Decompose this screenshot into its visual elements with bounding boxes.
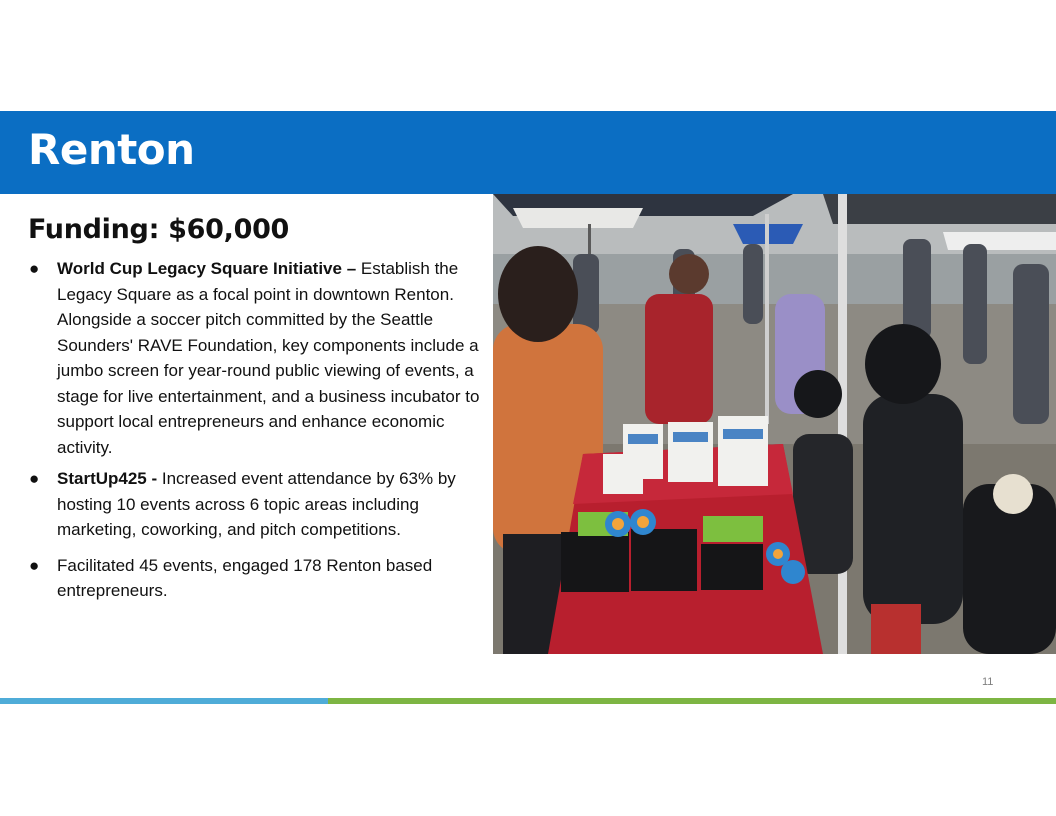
slide-body: [28, 210, 490, 610]
slide-title: Renton: [28, 125, 195, 174]
bullet-list: [28, 256, 490, 604]
event-photo: [493, 194, 1056, 654]
bullet-events: [28, 553, 490, 604]
bullet-lead: World Cup Legacy Square Initiative –: [57, 259, 357, 278]
bullet-text: Establish the Legacy Square as a focal point in downtown Renton. Alongside a soccer pitch committed by the Seattle Sounders' RAVE Foundation, key components include a jumbo screen for year-round public viewing of events, a stage for live entertainment, and a business incubator to support local entrepreneurs and enhance economic activity.: [57, 259, 480, 457]
footer-stripe-blue: [0, 698, 328, 704]
bullet-legacy-square: [28, 256, 490, 460]
bullet-text: Facilitated 45 events, engaged 178 Renton based entrepreneurs.: [57, 555, 433, 600]
funding-heading: Funding: $60,000: [28, 214, 290, 245]
footer-stripe-green: [328, 698, 1056, 704]
bullet-dot-icon: ●: [29, 555, 40, 575]
bullet-startup425: [28, 466, 490, 543]
bullet-text: Increased event attendance by 63% by hosting 10 events across 6 topic areas including marketing, coworking, and pitch competitions.: [57, 469, 456, 539]
bullet-dot-icon: ●: [29, 259, 40, 278]
page-number: 11: [982, 676, 994, 688]
bullet-dot-icon: ●: [29, 469, 40, 488]
bullet-lead: StartUp425 -: [57, 469, 158, 488]
